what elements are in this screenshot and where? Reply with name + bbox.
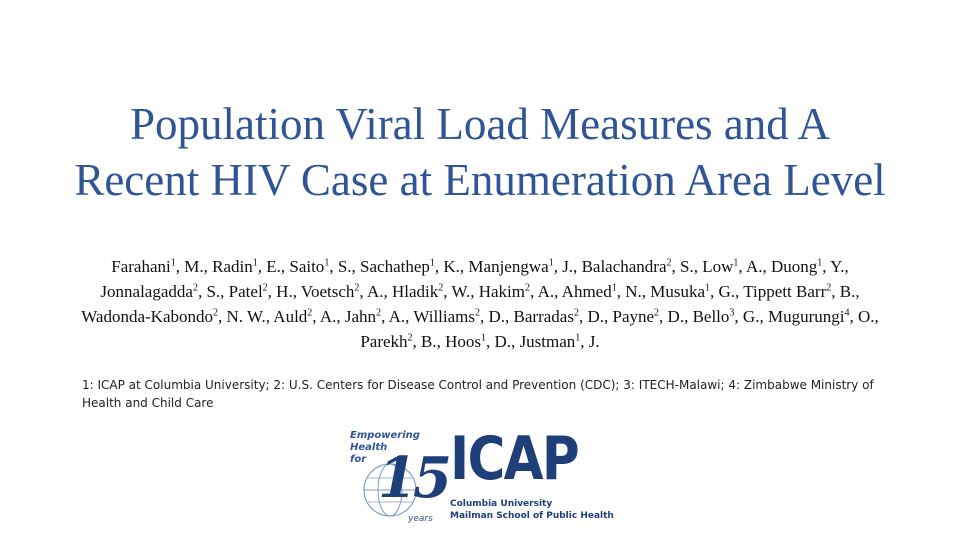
author-entry — [111, 257, 212, 276]
author-initials: , D., — [480, 307, 514, 326]
logo-university-name: Columbia University — [450, 499, 553, 509]
author-affiliation-number: 2 — [654, 307, 660, 319]
title-line-1: Population Viral Load Measures and A — [129, 99, 831, 149]
author-affiliation-number: 2 — [475, 307, 481, 319]
author-name: Low — [702, 257, 734, 276]
logo-wordmark: ICAP — [450, 424, 578, 494]
author-affiliation-number: 2 — [307, 307, 313, 319]
author-entry — [771, 257, 849, 276]
author-affiliation-number: 1 — [429, 257, 435, 269]
author-entry — [289, 257, 360, 276]
author-name: Bello — [692, 307, 730, 326]
author-initials: , M., — [175, 257, 213, 276]
author-initials: , S., — [197, 282, 229, 301]
author-name: Manjengwa — [468, 257, 549, 276]
author-name: Radin — [212, 257, 253, 276]
author-affiliation-number: 4 — [844, 307, 850, 319]
author-entry — [81, 307, 273, 326]
author-name: Barradas — [513, 307, 574, 326]
author-entry — [212, 257, 289, 276]
author-initials: , A., — [530, 282, 562, 301]
author-initials: , G., — [734, 307, 768, 326]
author-entry — [100, 282, 228, 301]
author-entry — [445, 332, 519, 351]
author-affiliation-number: 2 — [573, 307, 579, 319]
author-entry — [392, 282, 479, 301]
author-affiliation-number: 1 — [324, 257, 330, 269]
author-initials: , W., — [443, 282, 479, 301]
author-initials: , B., — [412, 332, 446, 351]
author-name: Patel — [228, 282, 263, 301]
author-affiliation-number: 2 — [438, 282, 444, 294]
title-line-2: Recent HIV Case at Enumeration Area Level — [74, 155, 886, 205]
author-affiliation-number: 2 — [354, 282, 360, 294]
author-entry — [301, 282, 392, 301]
tagline-line-3: for — [350, 454, 367, 465]
author-name: Voetsch — [300, 282, 355, 301]
author-name: Wadonda-Kabondo — [81, 307, 214, 326]
author-entry — [345, 307, 413, 326]
author-affiliation-number: 1 — [575, 332, 581, 344]
author-name: Parekh — [360, 332, 408, 351]
author-affiliation-number: 1 — [252, 257, 258, 269]
author-name: Jahn — [344, 307, 377, 326]
author-initials: , D., — [486, 332, 520, 351]
logo-years: years — [408, 514, 433, 524]
author-initials: , N. W., — [218, 307, 274, 326]
icap-logo — [346, 426, 616, 530]
author-name: Sachathep — [360, 257, 430, 276]
author-affiliation-number: 1 — [481, 332, 487, 344]
tagline-line-1: Empowering — [350, 430, 420, 441]
affiliations: 1: ICAP at Columbia University; 2: U.S. Centers for Disease Control and Prevention (CDC); 3: ITECH-Malawi; 4: Zimbabwe Ministry of Health and Child Care — [82, 378, 874, 410]
author-name: Musuka — [650, 282, 706, 301]
author-entry — [562, 282, 651, 301]
author-entry — [479, 282, 562, 301]
author-entry — [520, 332, 600, 351]
author-affiliation-number: 2 — [262, 282, 268, 294]
author-name: Williams — [413, 307, 476, 326]
author-name: Balachandra — [581, 257, 667, 276]
author-affiliation-number: 1 — [170, 257, 176, 269]
author-name: Justman — [519, 332, 576, 351]
author-affiliation-number: 1 — [733, 257, 739, 269]
author-affiliation-number: 1 — [611, 282, 617, 294]
author-name: Hoos — [445, 332, 482, 351]
author-affiliation-number: 2 — [666, 257, 672, 269]
author-name: Auld — [273, 307, 308, 326]
author-name: Jonnalagadda — [100, 282, 193, 301]
slide-title — [30, 96, 930, 208]
author-affiliation-number: 2 — [826, 282, 832, 294]
author-initials: , N., — [616, 282, 651, 301]
author-initials: , J., — [553, 257, 582, 276]
author-entry — [229, 282, 301, 301]
author-entry — [743, 282, 859, 301]
author-initials: , A., — [381, 307, 414, 326]
author-entry — [360, 332, 445, 351]
author-initials: , A., — [359, 282, 393, 301]
author-affiliation-number: 2 — [407, 332, 413, 344]
author-initials: , E., — [257, 257, 290, 276]
author-entry — [702, 257, 771, 276]
author-affiliation-number: 2 — [376, 307, 382, 319]
author-initials: , S., — [329, 257, 361, 276]
author-entry — [468, 257, 581, 276]
author-entry — [693, 307, 768, 326]
author-entry — [650, 282, 743, 301]
author-name: Farahani — [111, 257, 171, 276]
author-initials: , H., — [267, 282, 301, 301]
author-entry — [273, 307, 345, 326]
author-name: Hladik — [392, 282, 439, 301]
logo-15: 15 — [378, 445, 448, 511]
author-affiliation-number: 1 — [817, 257, 823, 269]
tagline-line-2: Health — [350, 442, 388, 453]
logo-school-name: Mailman School of Public Health — [450, 511, 614, 521]
author-name: Duong — [771, 257, 818, 276]
author-initials: , S., — [671, 257, 703, 276]
author-initials: , O., — [849, 307, 879, 326]
author-name: Hakim — [478, 282, 526, 301]
author-name: Saito — [289, 257, 325, 276]
author-initials: , A., — [738, 257, 771, 276]
author-entry — [582, 257, 703, 276]
author-entry — [768, 307, 879, 326]
author-initials: , G., — [710, 282, 744, 301]
author-affiliation-number: 2 — [525, 282, 531, 294]
author-affiliation-number: 1 — [548, 257, 554, 269]
logo-university — [450, 498, 614, 522]
author-name: Payne — [612, 307, 655, 326]
author-entry — [613, 307, 693, 326]
author-affiliation-number: 1 — [705, 282, 711, 294]
author-entry — [360, 257, 468, 276]
author-list — [70, 254, 890, 354]
author-affiliation-number: 2 — [192, 282, 198, 294]
author-entry — [413, 307, 513, 326]
author-entry — [514, 307, 613, 326]
author-initials: , J. — [580, 332, 600, 351]
author-initials: , B., — [831, 282, 860, 301]
author-initials: , Y., — [822, 257, 849, 276]
author-affiliation-number: 3 — [729, 307, 735, 319]
author-initials: , D., — [659, 307, 693, 326]
author-name: Tippett Barr — [743, 282, 827, 301]
author-name: Mugurungi — [767, 307, 845, 326]
author-name: Ahmed — [561, 282, 612, 301]
author-affiliation-number: 2 — [213, 307, 219, 319]
author-initials: , A., — [312, 307, 345, 326]
author-initials: , K., — [434, 257, 469, 276]
author-initials: , D., — [578, 307, 613, 326]
